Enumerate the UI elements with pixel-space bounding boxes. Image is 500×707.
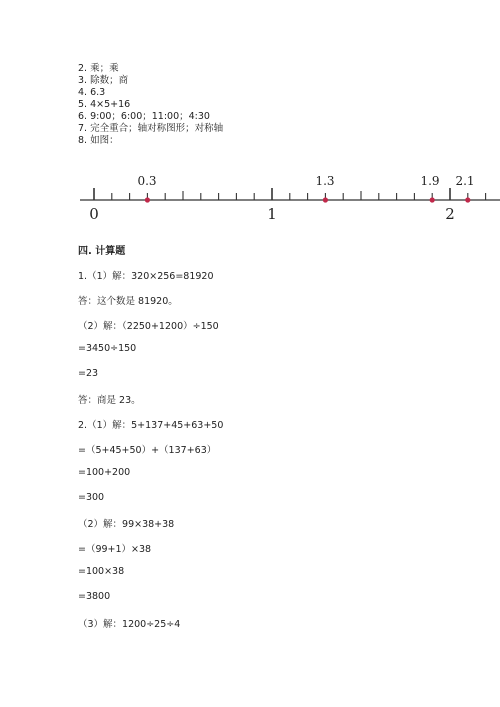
calc-line: =300 [78,492,105,503]
number-line-point [465,197,470,202]
number-line-point [323,197,328,202]
number-line-label-1: 1 [267,205,277,223]
number-line-figure [80,168,500,228]
calc-line: =23 [78,368,99,379]
answer-6: 6. 9:00；6:00；11:00；4:30 [78,111,210,122]
number-line-point [145,197,150,202]
calc-line: =（99+1）×38 [78,544,152,555]
number-line-ticks [94,188,486,200]
calc-line: （2）解：（2250+1200）÷150 [78,321,219,332]
calc-line: =（5+45+50）+（137+63） [78,445,217,456]
calc-line: =3450÷150 [78,343,137,354]
number-line-point [430,197,435,202]
calc-line: =3800 [78,591,111,602]
answer-5: 5. 4×5+16 [78,99,131,110]
calc-line: 答：这个数是 81920。 [78,296,178,307]
point-label-0-3: 0.3 [137,174,157,188]
calc-line: =100+200 [78,467,131,478]
number-line-label-0: 0 [89,205,99,223]
point-label-1-9: 1.9 [420,174,440,188]
calc-line: 1.（1）解：320×256=81920 [78,271,214,282]
answer-4: 4. 6.3 [78,87,106,98]
calc-line: 答：商是 23。 [78,395,141,406]
calc-line: （3）解：1200÷25÷4 [78,619,181,630]
answer-8: 8. 如图： [78,135,119,146]
number-line-label-2: 2 [445,205,455,223]
calc-line: （2）解：99×38+38 [78,519,175,530]
section-title: 四. 计算题 [78,246,126,257]
answer-2: 2. 乘；乘 [78,63,119,74]
answer-3: 3. 除数；商 [78,75,129,86]
point-label-1-3: 1.3 [315,174,335,188]
calc-line: 2.（1）解：5+137+45+63+50 [78,420,224,431]
answer-7: 7. 完全重合；轴对称图形；对称轴 [78,123,224,134]
point-label-2-1: 2.1 [455,174,475,188]
calc-line: =100×38 [78,566,125,577]
